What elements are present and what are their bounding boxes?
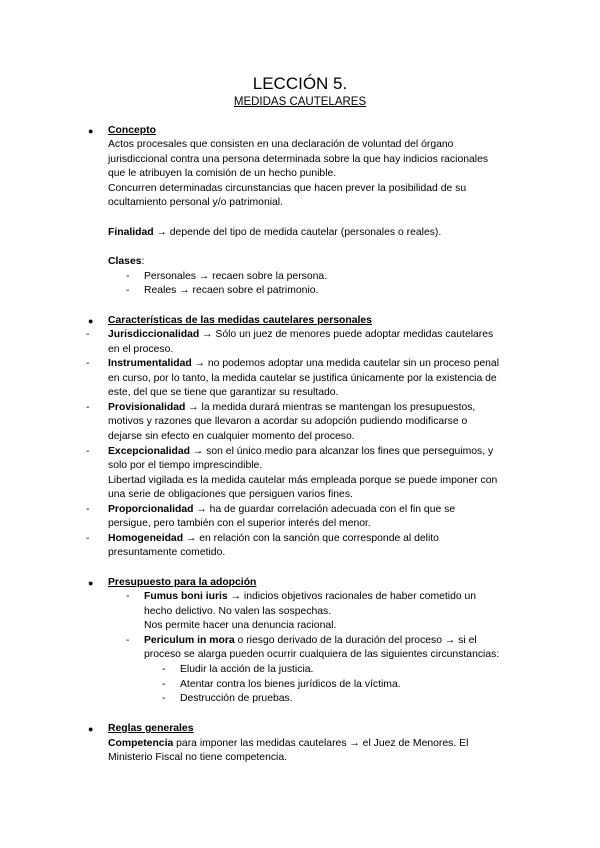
- text-line: una serie de obligaciones que persiguen varios fines.: [108, 489, 353, 500]
- competencia-paragraph: Competencia para imponer las medidas cautelares → el Juez de Menores. El: [108, 738, 469, 749]
- dash-marker: -: [162, 664, 166, 675]
- caracteristica-item: Excepcionalidad → son el único medio para alcanzar los fines que perseguimos, y: [108, 446, 494, 457]
- bullet-presupuesto: ●: [88, 578, 94, 588]
- section-heading-concepto: Concepto: [108, 125, 156, 136]
- text-line: jurisdiccional contra una persona determinada sobre la que hay indicios racionales: [108, 154, 489, 165]
- section-heading-caracteristicas: Características de las medidas cautelares personales: [108, 315, 372, 326]
- clases-heading: Clases:: [108, 256, 145, 267]
- finalidad-paragraph: [108, 226, 441, 240]
- dash-marker: -: [126, 271, 130, 282]
- text-line: dejarse sin efecto en cualquier momento del proceso.: [108, 431, 355, 442]
- dash-marker: -: [86, 533, 90, 544]
- bullet-concepto: ●: [88, 126, 94, 136]
- presupuesto-fumus: Fumus boni iuris → indicios objetivos racionales de haber cometido un: [144, 591, 477, 602]
- circunstancia-item: Atentar contra los bienes jurídicos de la víctima.: [180, 679, 401, 690]
- text-line: persigue, pero también con el superior interés del menor.: [108, 518, 371, 529]
- dash-marker: -: [126, 635, 130, 646]
- page-title: LECCIÓN 5.: [252, 74, 348, 93]
- circunstancia-item: Destrucción de pruebas.: [180, 693, 293, 704]
- text-line: presuntamente cometido.: [108, 547, 226, 558]
- dash-marker: -: [126, 591, 130, 602]
- clases-item: Personales → recaen sobre la persona.: [144, 271, 328, 282]
- dash-marker: -: [162, 679, 166, 690]
- text-line: proceso se alarga pueden ocurrir cualquiera de las siguientes circunstancias:: [144, 649, 500, 660]
- text-line: ocultamiento personal y/o patrimonial.: [108, 197, 284, 208]
- text-line: Actos procesales que consisten en una declaración de voluntad del órgano: [108, 139, 454, 150]
- bullet-caracteristicas: ●: [88, 316, 94, 326]
- circunstancia-item: Eludir la acción de la justicia.: [180, 664, 314, 675]
- presupuesto-periculum: Periculum in mora o riesgo derivado de la duración del proceso → si el: [144, 635, 477, 646]
- dash-marker: -: [86, 446, 90, 457]
- bullet-reglas: ●: [88, 724, 94, 734]
- text-line: Libertad vigilada es la medida cautelar más empleada porque se puede imponer con: [108, 475, 498, 486]
- caracteristica-item: Proporcionalidad → ha de guardar correlación adecuada con el fin que se: [108, 504, 456, 515]
- caracteristica-item: Provisionalidad → la medida durará mientras se mantengan los presupuestos,: [108, 402, 476, 413]
- clases-label: Clases: [108, 256, 142, 267]
- text-line: motivos y razones que llevaron a acordar su adopción pudiendo modificarse o: [108, 416, 468, 427]
- section-heading-reglas: Reglas generales: [108, 723, 194, 734]
- text-line: Nos permite hacer una denuncia racional.: [144, 620, 337, 631]
- text-line: Concurren determinadas circunstancias que hacen prever la posibilidad de su: [108, 183, 467, 194]
- text-line: Ministerio Fiscal no tiene competencia.: [108, 752, 288, 763]
- page-subtitle: MEDIDAS CAUTELARES: [233, 96, 367, 108]
- section-heading-presupuesto: Presupuesto para la adopción: [108, 577, 257, 588]
- clases-item: Reales → recaen sobre el patrimonio.: [144, 285, 319, 296]
- dash-marker: -: [86, 358, 90, 369]
- finalidad-label: Finalidad: [108, 227, 154, 238]
- text-line: solo por el tiempo imprescindible.: [108, 460, 263, 471]
- dash-marker: -: [126, 285, 130, 296]
- caracteristica-item: Jurisdiccionalidad → Sólo un juez de menores puede adoptar medidas cautelares: [108, 329, 494, 340]
- dash-marker: -: [86, 329, 90, 340]
- text-line: en curso, por lo tanto, la medida cautelar se justifica únicamente por la existencia de: [108, 373, 497, 384]
- finalidad-text: → depende del tipo de medida cautelar (personales o reales).: [153, 227, 442, 238]
- text-line: en el proceso.: [108, 344, 174, 355]
- text-line: este, del que se tiene que garantizar su resultado.: [108, 387, 339, 398]
- dash-marker: -: [162, 693, 166, 704]
- dash-marker: -: [86, 504, 90, 515]
- caracteristica-item: Instrumentalidad → no podemos adoptar una medida cautelar sin un proceso penal: [108, 358, 500, 369]
- text-line: que le atribuyen la comisión de un hecho punible.: [108, 168, 337, 179]
- dash-marker: -: [86, 402, 90, 413]
- caracteristica-item: Homogeneidad → en relación con la sanción que corresponde al delito: [108, 533, 439, 544]
- text-line: hecho delictivo. No valen las sospechas.: [144, 606, 332, 617]
